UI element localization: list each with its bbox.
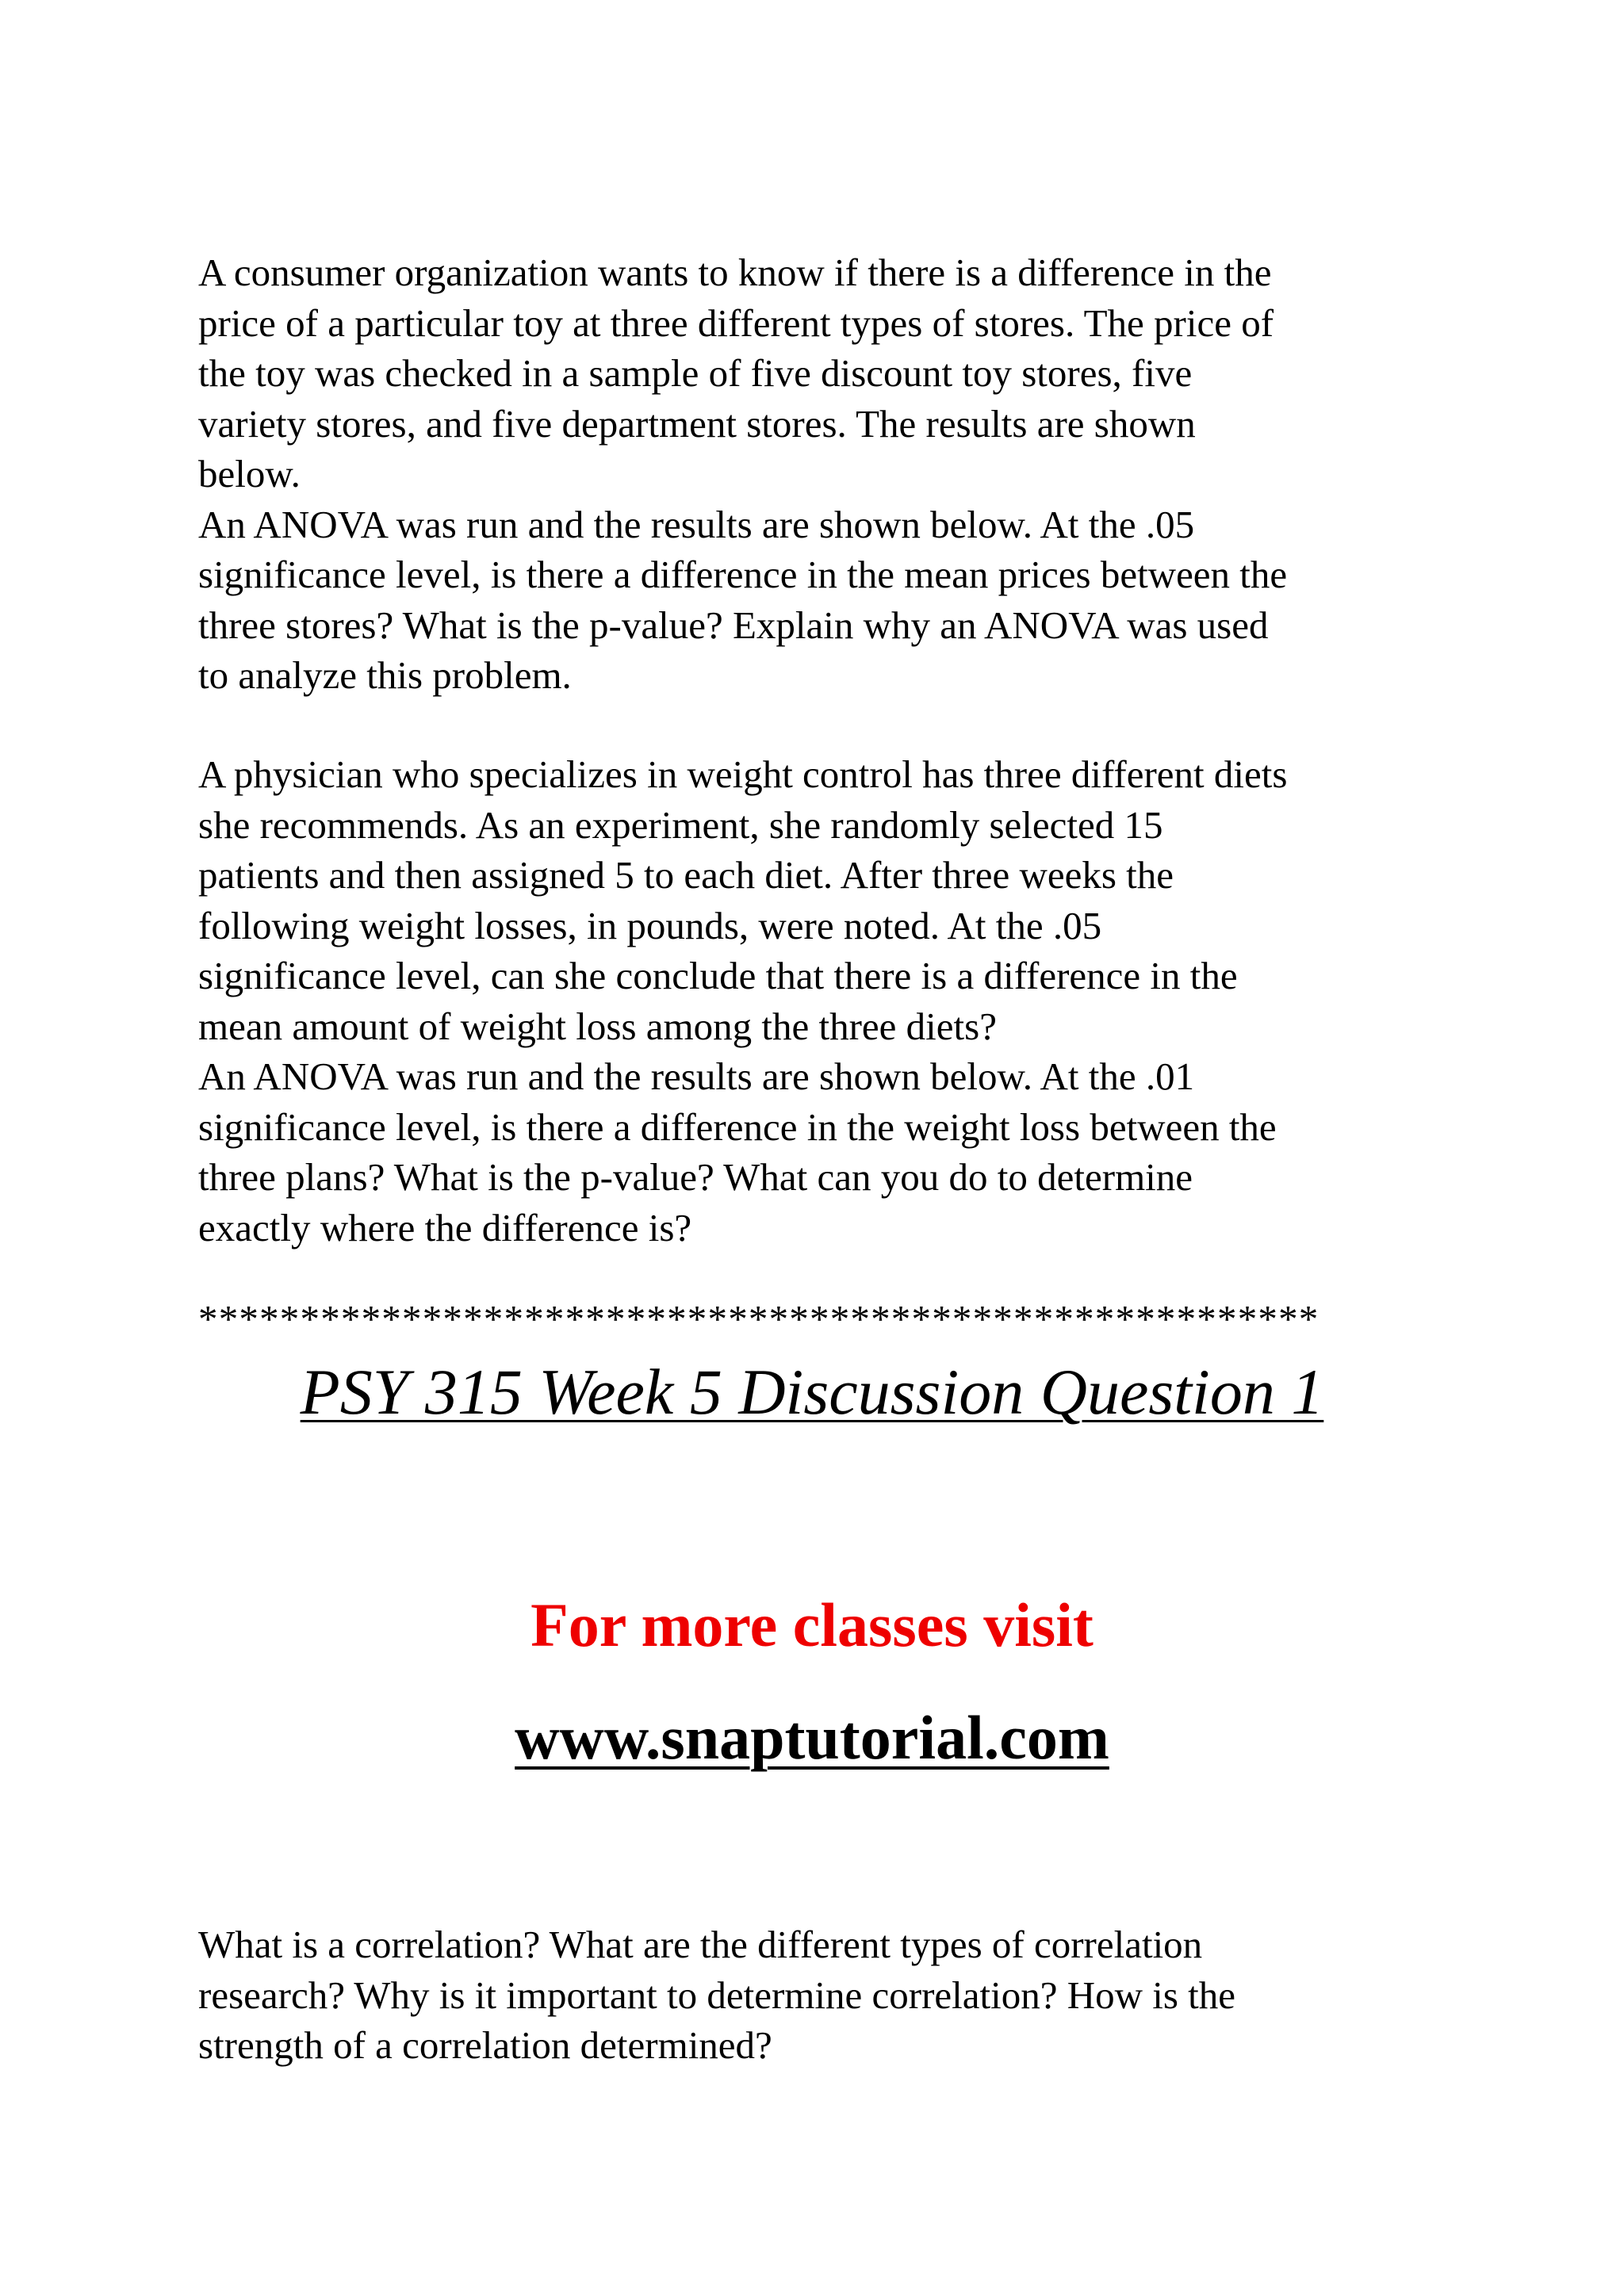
text-line: to analyze this problem. xyxy=(198,653,572,697)
text-line: An ANOVA was run and the results are shown below. At the .01 xyxy=(198,1054,1195,1098)
text-line: following weight losses, in pounds, were noted. At the .05 xyxy=(198,903,1102,947)
asterisk-separator: ******************************************************* xyxy=(198,1297,1320,1341)
text-line: A consumer organization wants to know if there is a difference in the xyxy=(198,251,1272,294)
text-line: strength of a correlation determined? xyxy=(198,2023,772,2067)
anova-weight-loss-question xyxy=(198,749,1435,1253)
anova-toy-prices-question xyxy=(198,247,1435,701)
text-line: An ANOVA was run and the results are shown below. At the .05 xyxy=(198,502,1195,546)
text-line: research? Why is it important to determine correlation? How is the xyxy=(198,1973,1236,2017)
text-line: mean amount of weight loss among the three diets? xyxy=(198,1004,997,1048)
text-line: What is a correlation? What are the different types of correlation xyxy=(198,1923,1203,1966)
promo-text: For more classes visit xyxy=(530,1590,1094,1659)
heading-text: PSY 315 Week 5 Discussion Question 1 xyxy=(300,1356,1324,1428)
text-line: three plans? What is the p-value? What can you do to determine xyxy=(198,1155,1193,1199)
text-line: variety stores, and five department stores. The results are shown xyxy=(198,401,1196,446)
text-line: significance level, is there a difference in the mean prices between the xyxy=(198,553,1288,596)
text-line: three stores? What is the p-value? Explain why an ANOVA was used xyxy=(198,603,1269,647)
text-line: she recommends. As an experiment, she randomly selected 15 xyxy=(198,802,1163,847)
section-heading xyxy=(0,1353,1624,1432)
promo-link-text[interactable]: www.snaptutorial.com xyxy=(515,1703,1109,1772)
text-line: significance level, is there a difference in the weight loss between the xyxy=(198,1104,1277,1149)
promo-link[interactable] xyxy=(0,1698,1624,1777)
text-line: significance level, can she conclude that there is a difference in the xyxy=(198,954,1238,997)
text-line: the toy was checked in a sample of five discount toy stores, five xyxy=(198,351,1193,395)
correlation-question xyxy=(198,1919,1435,2071)
text-line: A physician who specializes in weight control has three different diets xyxy=(198,752,1288,796)
text-line: exactly where the difference is? xyxy=(198,1205,692,1249)
text-line: patients and then assigned 5 to each diet. After three weeks the xyxy=(198,853,1174,897)
text-line: below. xyxy=(198,452,301,496)
text-line: price of a particular toy at three different types of stores. The price of xyxy=(198,300,1274,345)
